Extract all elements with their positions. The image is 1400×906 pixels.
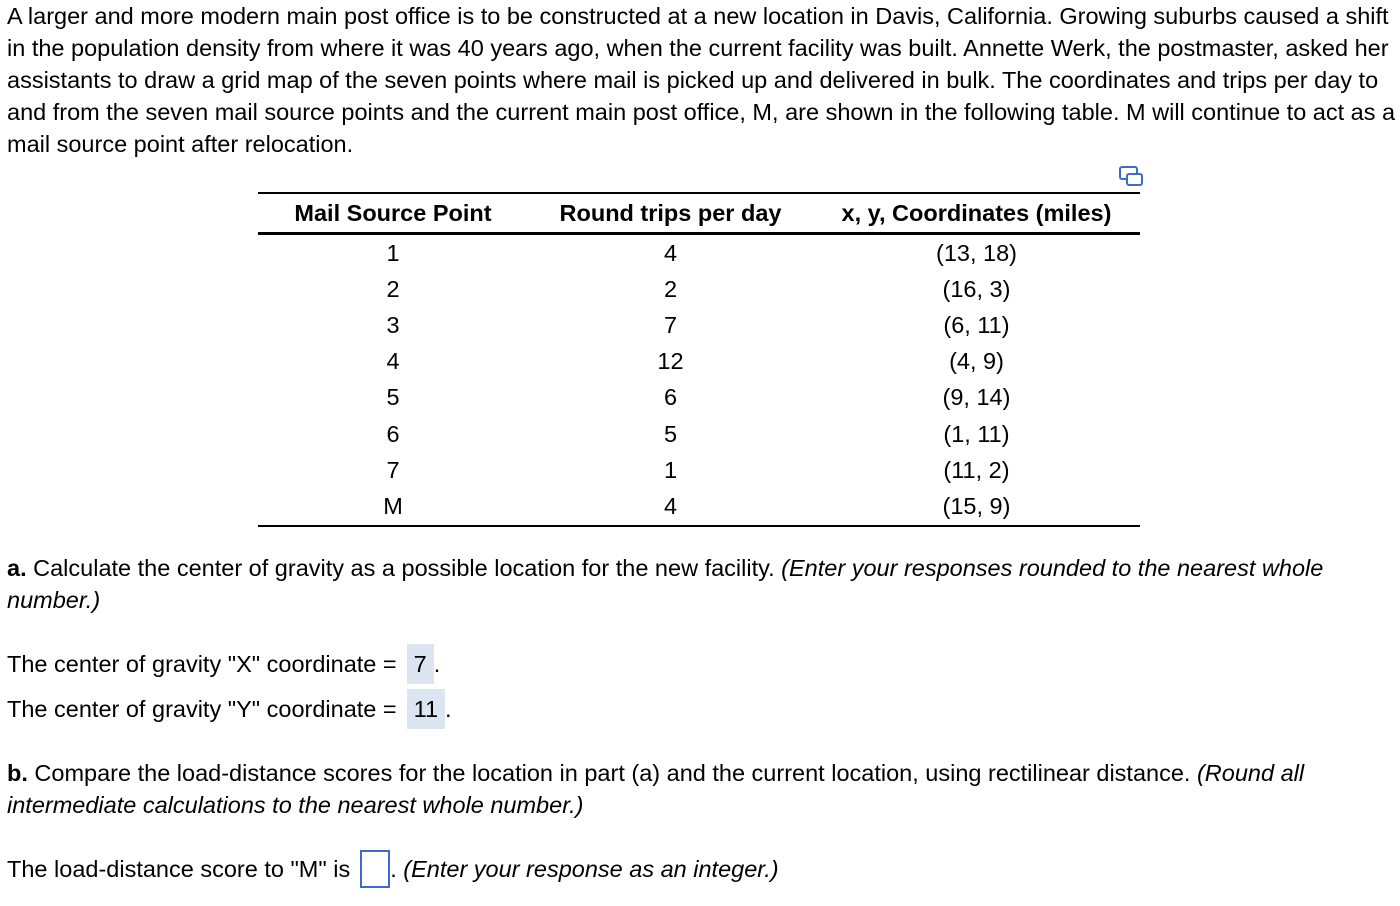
load-distance-input[interactable]	[360, 850, 390, 888]
header-coordinates: x, y, Coordinates (miles)	[813, 193, 1140, 234]
center-x-period: .	[433, 651, 441, 677]
table-row	[258, 307, 1140, 343]
cell-coords: (9, 14)	[942, 384, 1011, 411]
header-round-trips: Round trips per day	[528, 193, 813, 234]
cell-trips: 6	[663, 384, 678, 411]
center-y-line	[7, 689, 452, 729]
center-y-period: .	[445, 696, 452, 722]
header-mail-source-point: Mail Source Point	[258, 193, 528, 234]
table-row	[258, 344, 1140, 380]
part-b-question	[7, 757, 1397, 821]
center-x-answer[interactable]: 7	[407, 644, 434, 684]
load-distance-instruction: (Enter your response as an integer.)	[396, 856, 779, 882]
table-row	[258, 452, 1140, 488]
cell-point: 3	[386, 311, 400, 338]
part-a-label: a.	[7, 555, 27, 581]
part-a-question	[7, 552, 1397, 616]
cell-coords: (11, 2)	[943, 456, 1010, 483]
cell-trips: 4	[663, 239, 678, 266]
problem-intro: A larger and more modern main post office is to be constructed at a new location in Davis, California. Growing suburbs caused a shift in the population density from where it was 40 years ago, when the current facility was built. Annette Werk, the postmaster, asked her assistants to draw a grid map of the seven points where mail is picked up and delivered in bulk. The coordinates and trips per day to and from the seven mail source points and the current main post office, M, are shown in the following table. M will continue to act as a mail source point after relocation.	[7, 3, 1396, 157]
cell-point: 4	[386, 348, 400, 375]
cell-point: M	[258, 488, 528, 525]
cell-trips: 5	[663, 420, 678, 447]
part-a-instruction: (Enter your responses rounded to the nearest whole number.)	[7, 555, 1324, 613]
part-b-label: b.	[7, 760, 28, 786]
table-row	[258, 234, 1140, 272]
center-x-line	[7, 644, 440, 684]
cell-point: 1	[386, 239, 400, 266]
center-y-answer[interactable]: 11	[407, 689, 445, 729]
cell-coords: (6, 11)	[943, 311, 1010, 338]
table-row	[258, 380, 1140, 416]
center-x-label: The center of gravity "X" coordinate =	[7, 651, 397, 677]
cell-point: 2	[386, 275, 400, 302]
cell-coords: (15, 9)	[813, 488, 1140, 525]
copy-table-icon[interactable]	[1118, 165, 1144, 187]
part-b-question-text: Compare the load-distance scores for the location in part (a) and the current location, using rectilinear distance.	[27, 760, 1197, 786]
load-distance-line	[7, 850, 779, 888]
cell-trips: 1	[663, 456, 678, 483]
load-distance-period: .	[390, 856, 397, 882]
table-row	[258, 416, 1140, 452]
cell-point: 5	[386, 384, 400, 411]
cell-coords: (1, 11)	[943, 420, 1010, 447]
table-row	[258, 488, 1140, 525]
mail-source-table	[258, 192, 1140, 527]
cell-coords: (4, 9)	[949, 348, 1004, 375]
center-y-label: The center of gravity "Y" coordinate =	[7, 696, 397, 722]
cell-coords: (16, 3)	[942, 275, 1011, 302]
cell-coords: (13, 18)	[936, 239, 1017, 266]
load-distance-label: The load-distance score to "M" is	[7, 856, 351, 882]
table-row	[258, 271, 1140, 307]
cell-trips: 4	[528, 488, 813, 525]
cell-point: 6	[386, 420, 400, 447]
cell-trips: 2	[663, 275, 678, 302]
cell-trips: 12	[657, 348, 684, 375]
table-header-row	[258, 193, 1140, 234]
cell-trips: 7	[663, 311, 678, 338]
part-a-question-text: Calculate the center of gravity as a possible location for the new facility.	[26, 555, 782, 581]
cell-point: 7	[386, 456, 400, 483]
part-b-instruction: (Round all intermediate calculations to the nearest whole number.)	[7, 760, 1305, 818]
